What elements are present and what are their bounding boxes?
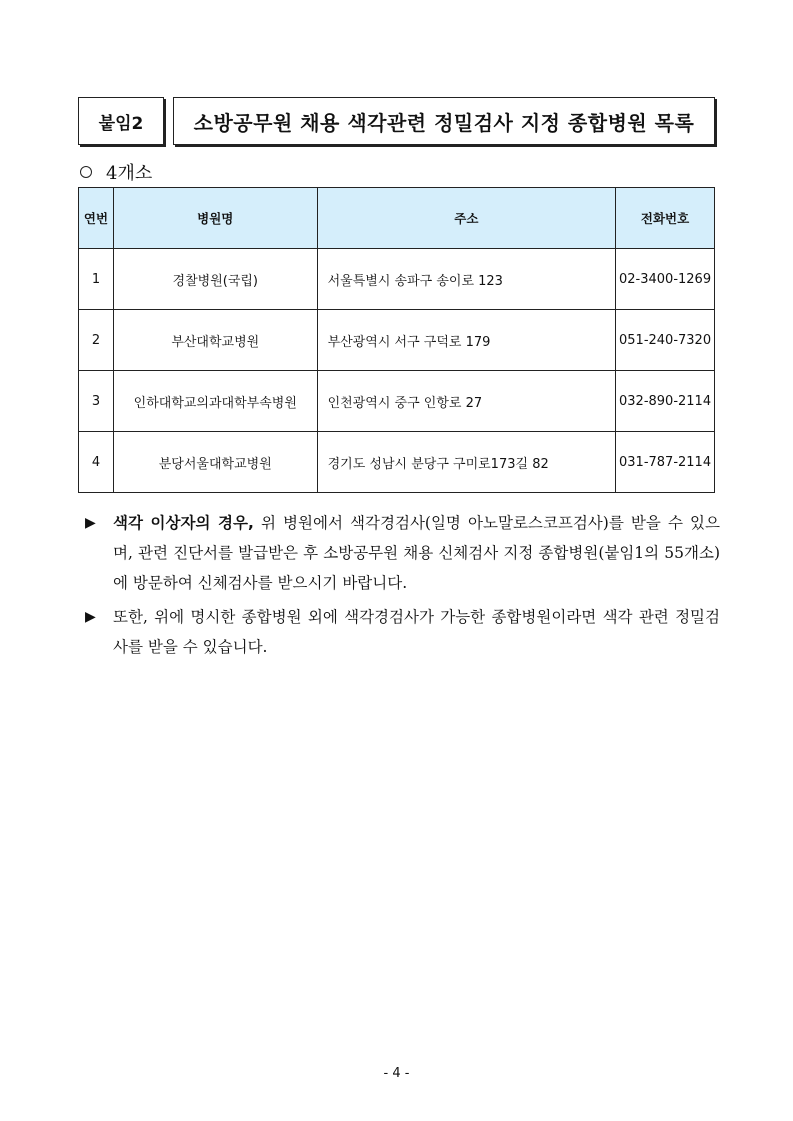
hospital-name: 부산대학교병원 <box>113 310 317 371</box>
table-header-row <box>79 188 715 249</box>
hospital-address: 서울특별시 송파구 송이로 123 <box>317 249 616 310</box>
hospital-phone: 032-890-2114 <box>616 371 715 432</box>
notes-section <box>85 508 720 666</box>
document-title: 소방공무원 채용 색각관련 정밀검사 지정 종합병원 목록 <box>173 97 715 145</box>
hospital-address: 경기도 성남시 분당구 구미로173길 82 <box>317 432 616 493</box>
table-row <box>79 249 715 310</box>
row-number: 3 <box>79 371 114 432</box>
hospital-phone: 031-787-2114 <box>616 432 715 493</box>
column-header-address: 주소 <box>317 188 616 249</box>
attachment-tag: 붙임2 <box>78 97 164 145</box>
row-number: 2 <box>79 310 114 371</box>
note-item <box>85 508 720 598</box>
column-header-number: 연번 <box>79 188 114 249</box>
note-body: 또한, 위에 명시한 종합병원 외에 색각경검사가 가능한 종합병원이라면 색각 관련 정밀검사를 받을 수 있습니다. <box>113 608 720 656</box>
document-header <box>78 97 715 145</box>
triangle-bullet-icon: ▶ <box>85 515 96 531</box>
hospital-address: 부산광역시 서구 구덕로 179 <box>317 310 616 371</box>
page-number: - 4 - <box>383 1066 410 1081</box>
row-number: 1 <box>79 249 114 310</box>
hospital-count <box>80 159 152 185</box>
note-body: 위 병원에서 색각경검사(일명 아노말로스코프검사)를 받을 수 있으며, 관련 진단서를 발급받은 후 소방공무원 채용 신체검사 지정 종합병원(붙임1의 55개소)에 방문하여 신체검사를 받으시기 바랍니다. <box>113 514 721 592</box>
hospital-name: 경찰병원(국립) <box>113 249 317 310</box>
note-text <box>113 602 720 662</box>
table-row <box>79 310 715 371</box>
row-number: 4 <box>79 432 114 493</box>
hospital-count-text: 4개소 <box>106 163 153 184</box>
triangle-bullet-icon: ▶ <box>85 609 96 625</box>
column-header-hospital: 병원명 <box>113 188 317 249</box>
hospital-address: 인천광역시 중구 인항로 27 <box>317 371 616 432</box>
hospital-name: 인하대학교의과대학부속병원 <box>113 371 317 432</box>
table-row <box>79 432 715 493</box>
hospital-table <box>78 187 715 493</box>
note-emphasis: 색각 이상자의 경우, <box>113 514 254 532</box>
column-header-phone: 전화번호 <box>616 188 715 249</box>
table-row <box>79 371 715 432</box>
note-text <box>113 508 720 598</box>
hospital-phone: 051-240-7320 <box>616 310 715 371</box>
note-item <box>85 602 720 662</box>
hospital-phone: 02-3400-1269 <box>616 249 715 310</box>
hospital-name: 분당서울대학교병원 <box>113 432 317 493</box>
circle-bullet-icon <box>80 166 92 178</box>
